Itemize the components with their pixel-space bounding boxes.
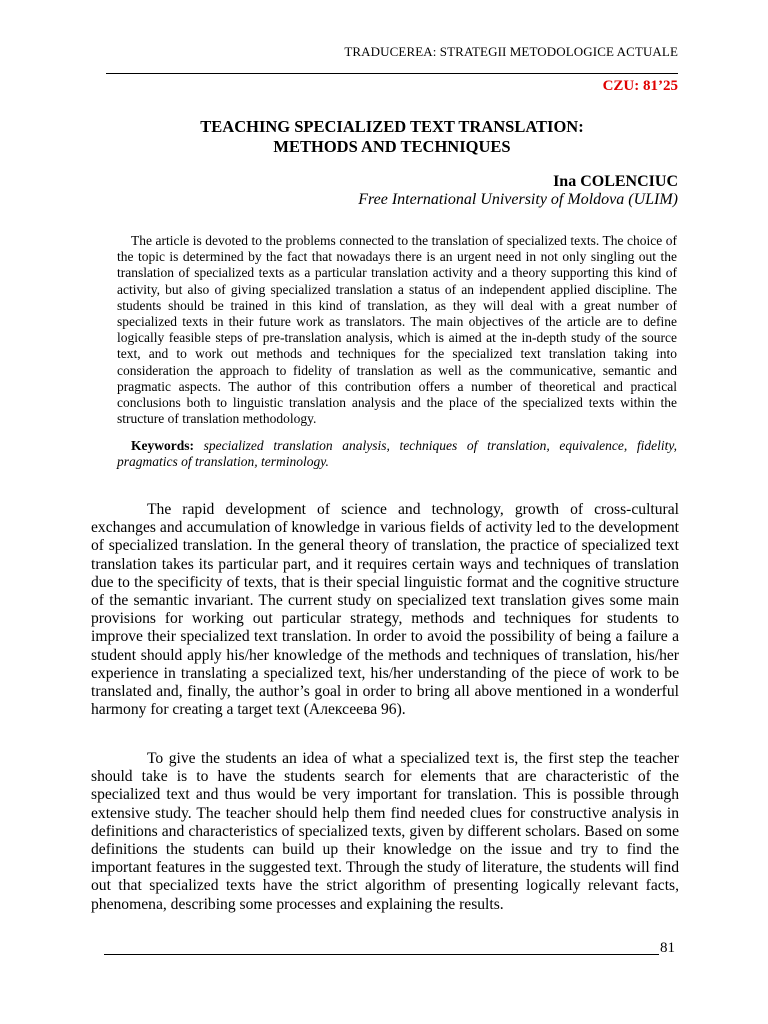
footer-rule — [104, 954, 659, 955]
running-header: TRADUCEREA: STRATEGII METODOLOGICE ACTUALE — [344, 44, 678, 59]
header-rule — [106, 73, 678, 74]
keywords — [117, 438, 677, 470]
author-name: Ina COLENCIUC — [553, 173, 678, 190]
abstract: The article is devoted to the problems connected to the translation of specialized texts. The choice of the topic is determined by the fact that nowadays there is an urgent need in not only singling out the translation of specialized texts as a particular translation activity and a theory supporting this kind of activity, but also of giving specialized translation a status of an independent applied discipline. The students should be trained in this kind of translation, as they will deal with a great number of specialized texts in their future work as translators. The main objectives of the article are to define logically feasible steps of pre-translation analysis, which is aimed at the in-depth study of the source text, and to work out methods and techniques for the specialized text translation taking into consideration the approach to fidelity of translation as well as the communicative, semantic and pragmatic aspects. The author of this contribution offers a number of theoretical and practical conclusions both to linguistic translation analysis and the place of the specialized texts within the structure of translation methodology. — [117, 233, 677, 427]
body-paragraph-2: To give the students an idea of what a specialized text is, the first step the teacher should take is to have the students search for elements that are characteristic of the specialized text and thus would be very important for translation. This is possible through extensive study. The teacher should help them find needed clues for constructive analysis in definitions and characteristics of specialized texts, given by different scholars. Based on some definitions the students can build up their knowledge on the issue and try to find the important features in the suggested text. Through the study of literature, the students will find out that specialized texts have the strict algorithm of presenting logically relevant facts, phenomena, describing some processes and explaining the results. — [91, 750, 679, 913]
author-affiliation: Free International University of Moldova (ULIM) — [358, 191, 678, 208]
page-number: 81 — [660, 940, 675, 956]
udc-code: CZU: 81’25 — [602, 78, 678, 94]
keywords-list: specialized translation analysis, techniques of translation, equivalence, fidelity, pragmatics of translation, terminology. — [117, 438, 677, 470]
article-title — [106, 117, 678, 157]
title-line-2: METHODS AND TECHNIQUES — [273, 137, 511, 156]
keywords-label: Keywords: — [131, 438, 194, 453]
title-line-1: TEACHING SPECIALIZED TEXT TRANSLATION: — [200, 117, 584, 136]
body-paragraph-1: The rapid development of science and technology, growth of cross-cultural exchanges and accumulation of knowledge in various fields of activity led to the development of specialized translation. In the general theory of translation, the practice of specialized text translation takes its particular part, and it requires certain ways and techniques of translation due to the specificity of texts, that is their special linguistic format and the cognitive structure of the semantic invariant. The current study on specialized text translation gives some main provisions for working out particular strategy, methods and techniques for students to improve their specialized text translation. In order to avoid the possibility of being a failure a student should apply his/her knowledge of the methods and techniques of translation, his/her experience in translating a specialized text, his/her understanding of the piece of work to be translated and, finally, the author’s goal in order to bring all above mentioned in a wonderful harmony for creating a target text (Алексеева 96). — [91, 501, 679, 719]
